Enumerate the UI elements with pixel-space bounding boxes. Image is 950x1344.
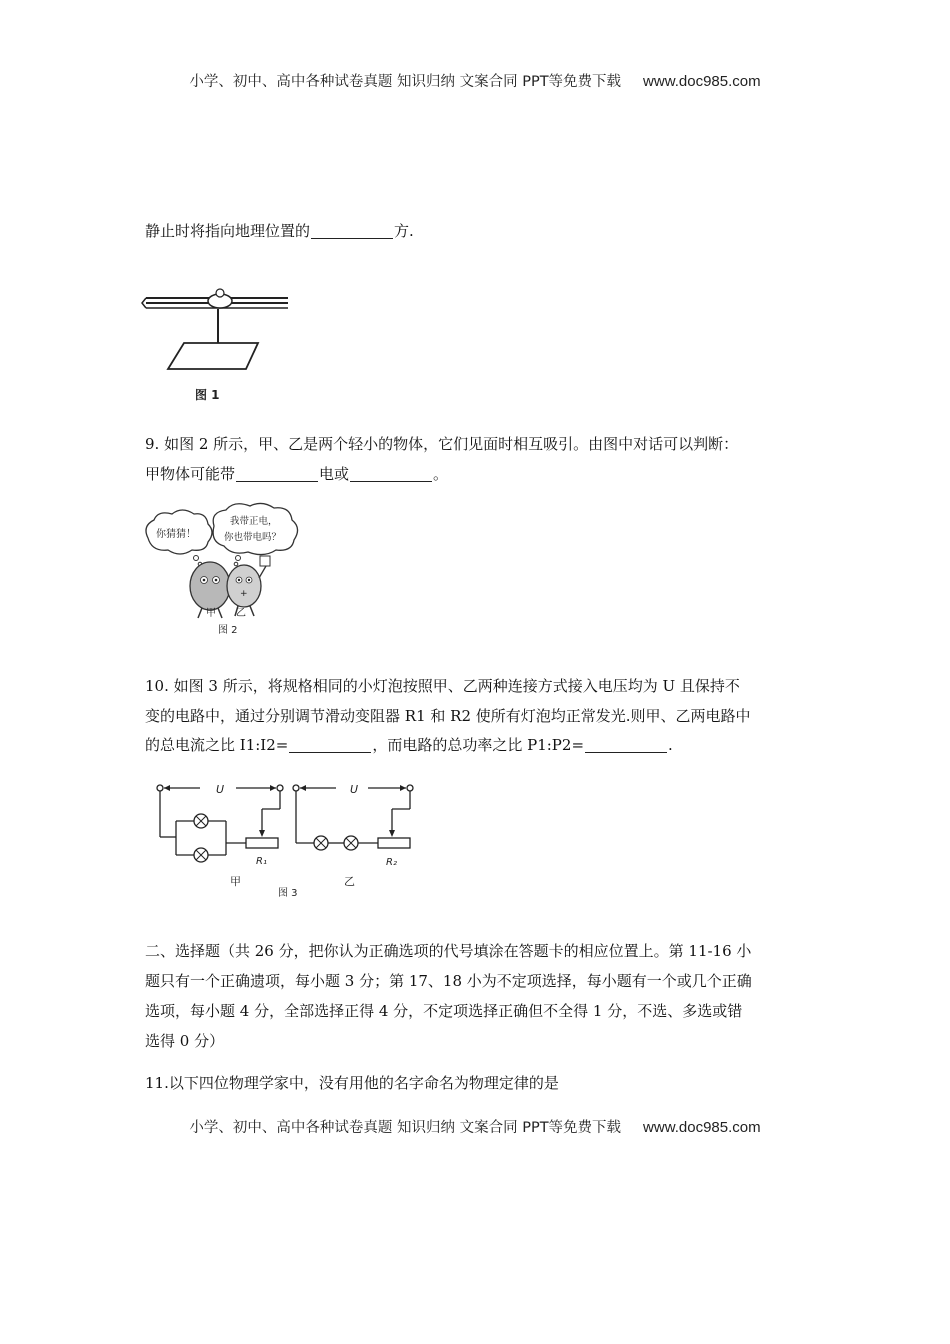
q10-answer-blank-1[interactable] (289, 734, 371, 753)
page-header (0, 70, 950, 91)
figure-3-caption: 图 3 (278, 888, 298, 899)
figure-1-caption: 图 1 (195, 388, 220, 402)
figure-2-label-yi: 乙 (236, 608, 246, 619)
q10-line2: 变的电路中，通过分别调节滑动变阻器 R1 和 R2 使所有灯泡均正常发光.则甲、乙两电路中 (145, 707, 751, 725)
page-footer (0, 1116, 950, 1137)
q10-line3 (145, 730, 810, 760)
q8-line1 (145, 216, 810, 246)
q10-text-c: . (668, 736, 673, 754)
q10-line1: 10. 如图 3 所示，将规格相同的小灯泡按照甲、乙两种连接方式接入电压均为 U 且保持不 (145, 677, 740, 695)
q9-text-c: 。 (433, 465, 449, 483)
figure-3-label-u-jia: U (216, 783, 225, 796)
q9-answer-blank-2[interactable] (350, 463, 432, 482)
figure-2-caption: 图 2 (218, 625, 238, 636)
section2-line4: 选得 0 分） (145, 1032, 225, 1050)
bubble-left-text: 你猜猜！ (156, 529, 196, 540)
bubble-right-text-2: 你也带电吗？ (224, 532, 282, 543)
section2-line3: 选项，每小题 4 分，全部选择正得 4 分，不定项选择正确但不全得 1 分，不选、多选或错 (145, 1002, 743, 1020)
figure-3-label-u-yi: U (350, 783, 359, 796)
q9-text-a: 甲物体可能带 (145, 465, 236, 483)
q8-text-a: 静止时将指向地理位置的 (145, 222, 311, 240)
section2-line2: 题只有一个正确遗项，每小题 3 分；第 17、18 小为不定项选择，每小题有一个或几个正确 (145, 972, 752, 990)
figure-3-label-jia: 甲 (230, 875, 241, 888)
figure-3-circuits (150, 775, 425, 905)
figure-2-charged-objects (140, 500, 310, 640)
q9-text-b: 电或 (319, 465, 350, 483)
svg-text:+: + (240, 589, 248, 599)
section2-line1: 二、选择题（共 26 分，把你认为正确选项的代号填涂在答题卡的相应位置上。第 11-16 小 (145, 942, 752, 960)
header-url[interactable]: www.doc985.com (643, 73, 761, 90)
q9-line2 (145, 459, 810, 489)
q10-text-a: 的总电流之比 I1:I2= (145, 736, 289, 754)
q10-text-b: ，而电路的总功率之比 P1:P2= (372, 736, 585, 754)
bubble-right-text-1: 我带正电， (230, 516, 278, 527)
figure-3-label-r2: R₂ (386, 857, 397, 868)
q10-answer-blank-2[interactable] (585, 734, 667, 753)
header-text: 小学、初中、高中各种试卷真题 知识归纳 文案合同 PPT等免费下载 (189, 74, 622, 90)
q8-answer-blank[interactable] (311, 220, 393, 239)
q11-line1: 11.以下四位物理学家中，没有用他的名字命名为物理定律的是 (145, 1074, 559, 1092)
figure-2-label-jia: 甲 (206, 608, 216, 619)
figure-3-label-r1: R₁ (256, 856, 267, 867)
q8-text-b: 方. (394, 222, 414, 240)
q9-answer-blank-1[interactable] (236, 463, 318, 482)
figure-1-compass (140, 285, 300, 410)
q9-line1: 9. 如图 2 所示，甲、乙是两个轻小的物体，它们见面时相互吸引。由图中对话可以判断： (145, 435, 739, 453)
footer-url[interactable]: www.doc985.com (643, 1119, 761, 1136)
footer-text: 小学、初中、高中各种试卷真题 知识归纳 文案合同 PPT等免费下载 (189, 1120, 622, 1136)
figure-3-label-yi: 乙 (344, 875, 355, 888)
